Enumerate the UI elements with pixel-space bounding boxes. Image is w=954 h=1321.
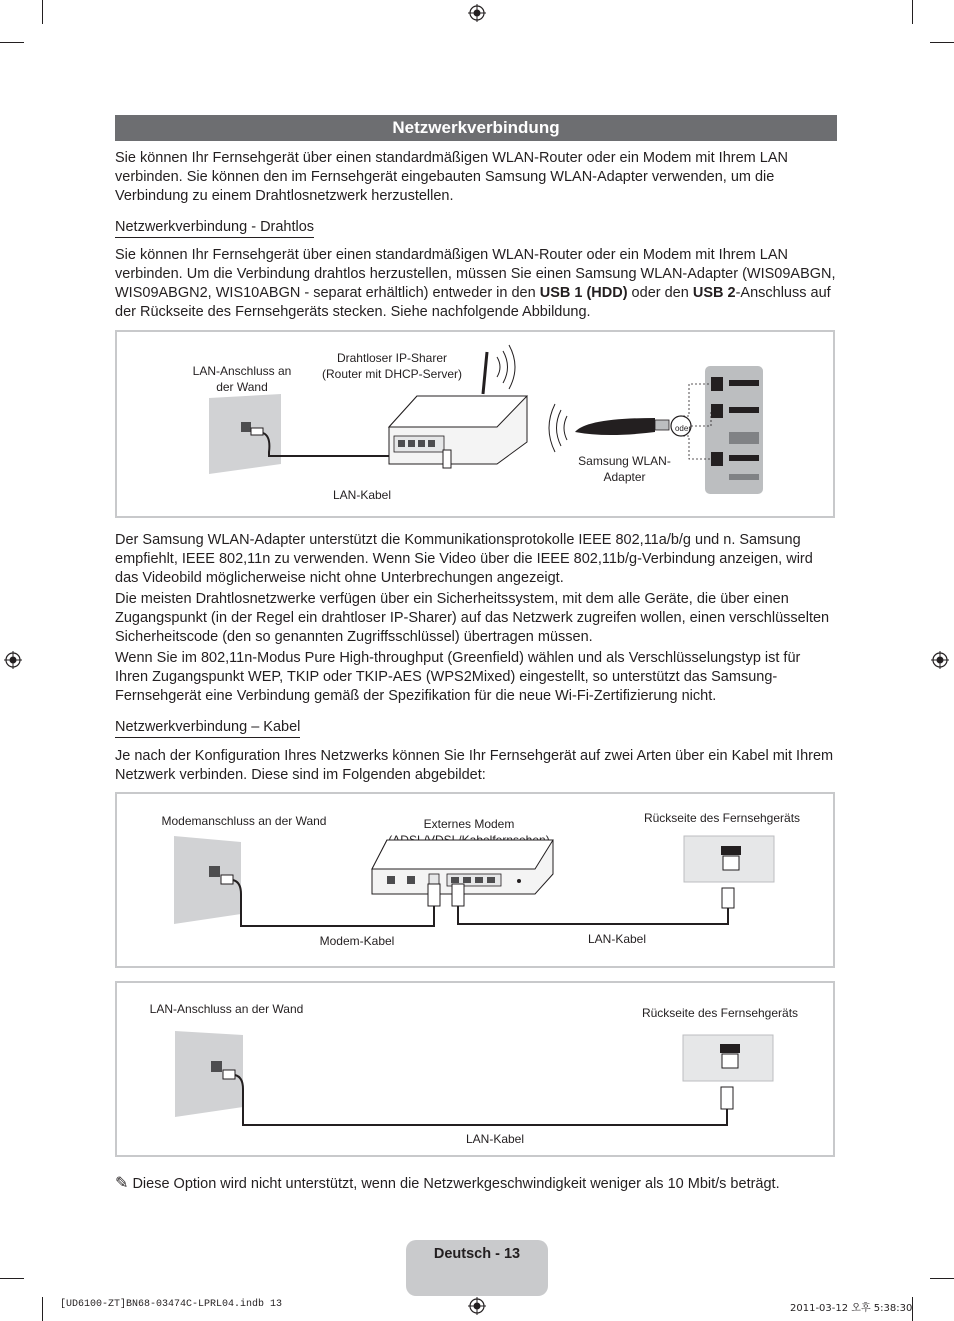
registration-mark-icon xyxy=(468,4,486,22)
or-label: oder xyxy=(674,424,691,433)
crop-mark xyxy=(0,1278,24,1279)
wireless-paragraph-1 xyxy=(115,246,837,322)
lan-cable-label: LAN-Kabel xyxy=(465,1132,525,1146)
note-line xyxy=(115,1173,780,1194)
registration-mark-icon xyxy=(931,651,949,669)
usb1-label: USB 1 (HDD) xyxy=(539,285,628,301)
lan-cable-label: LAN-Kabel xyxy=(332,488,392,502)
registration-mark-icon xyxy=(468,1297,486,1315)
modem-cable-label: Modem-Kabel xyxy=(319,934,395,948)
wireless-paragraph-4: Wenn Sie im 802,11n-Modus Pure High-throughput (Greenfield) wählen und als Verschlüsselungstyp ist für Ihren Zugangspunkt WEP, TKIP oder TKIP-AES (WPS2Mixed) eingestellt, so unterstützt das Samsung-Fernsehgerät eine Verbindung gemäß der Spezifikation für die neue Wi-Fi-Zertifizierung nicht. xyxy=(115,650,801,704)
modem-label: Externes Modem xyxy=(423,817,515,831)
tv-back-label: Rückseite des Fernsehgeräts xyxy=(643,811,801,825)
wireless-paragraph-2: Der Samsung WLAN-Adapter unterstützt die Kommunikationsprotokolle IEEE 802,11a/b/g und n. Samsung empfiehlt, IEEE 802,11n zu verwenden. Wenn Sie Video über die IEEE 802,11b/g-Verbindung anzeigen, wird das Videobild möglicherweise nicht ohne Unterbrechungen angezeigt. xyxy=(115,532,813,586)
wireless-paragraph-3: Die meisten Drahtlosnetzwerke verfügen über ein Sicherheitssystem, mit dem alle Geräte, die über einen Zugangspunkt (in der Regel ein drahtloser IP-Sharer) auf das Netzwerk zugreifen wollen, einen verschlüsselten Sicherheitscode (den so genannten Zugriffsschlüssel) übertragen müssen. xyxy=(115,591,830,645)
intro-paragraph: Sie können Ihr Fernsehgerät über einen standardmäßigen WLAN-Router oder ein Modem mit Ihrem LAN verbinden. Sie können den im Fernsehgerät eingebauten Samsung WLAN-Adapter verwenden, um die Verbindung zu einem Drahtlosnetzwerk herzustellen. xyxy=(115,150,788,204)
section-heading-cable: Netzwerkverbindung – Kabel xyxy=(115,718,300,738)
page-number: Deutsch - 13 xyxy=(433,1246,521,1262)
router-label: Drahtloser IP-Sharer (Router mit DHCP-Server) xyxy=(321,351,462,381)
section-heading-wireless: Netzwerkverbindung - Drahtlos xyxy=(115,218,314,238)
footer-timestamp: 2011-03-12 오후 5:38:30 xyxy=(790,1303,913,1314)
modem-wall-label: Modemanschluss an der Wand xyxy=(161,814,327,828)
usb2-label: USB 2 xyxy=(692,285,736,301)
wall-port-label: LAN-Anschluss an der Wand xyxy=(192,364,292,394)
page-title: Netzwerkverbindung xyxy=(115,115,837,141)
note-text: Diese Option wird nicht unterstützt, wenn die Netzwerkgeschwindigkeit weniger als 10 Mbit/s beträgt. xyxy=(132,1176,780,1192)
text-run: -Anschluss auf der Rückseite des Fernsehgeräts stecken. Siehe nachfolgende Abbildung. xyxy=(115,285,831,320)
footer-file-info: [UD6100-ZT]BN68-03474C-LPRL04.indb 13 xyxy=(60,1299,283,1310)
note-pencil-icon: ✎ xyxy=(115,1173,129,1192)
crop-mark xyxy=(930,42,954,43)
crop-mark xyxy=(930,1278,954,1279)
crop-mark xyxy=(42,0,43,24)
wireless-diagram xyxy=(115,330,835,518)
crop-mark xyxy=(912,0,913,24)
crop-mark xyxy=(0,42,24,43)
cable-paragraph-1: Je nach der Konfiguration Ihres Netzwerks können Sie Ihr Fernsehgerät auf zwei Arten über ein Kabel mit Ihrem Netzwerk verbinden. Diese sind im Folgenden abgebildet: xyxy=(115,748,834,783)
lan-cable-label: LAN-Kabel xyxy=(587,932,647,946)
lan-wall-label: LAN-Anschluss an der Wand xyxy=(149,1002,304,1016)
registration-mark-icon xyxy=(4,651,22,669)
wall-diagram-art xyxy=(117,983,833,1155)
tv-back-label: Rückseite des Fernsehgeräts xyxy=(641,1006,799,1020)
text-run: Sie können Ihr Fernsehgerät über einen standardmäßigen WLAN-Router oder ein Modem mit Ihrem LAN verbinden. Um die Verbindung drahtlos herzustellen, müssen Sie einen Samsung WLAN-Adapter (WIS09ABGN, WIS09ABGN2, WIS10ABGN - separat erhältlich) entweder in den xyxy=(115,247,836,301)
crop-mark xyxy=(42,1297,43,1321)
modem-diagram-art xyxy=(117,794,833,966)
cable-diagram-modem xyxy=(115,792,835,968)
cable-diagram-wall xyxy=(115,981,835,1157)
adapter-label: Samsung WLAN-Adapter xyxy=(578,454,671,484)
wireless-diagram-art xyxy=(117,332,833,516)
text-run: oder den xyxy=(627,285,693,301)
